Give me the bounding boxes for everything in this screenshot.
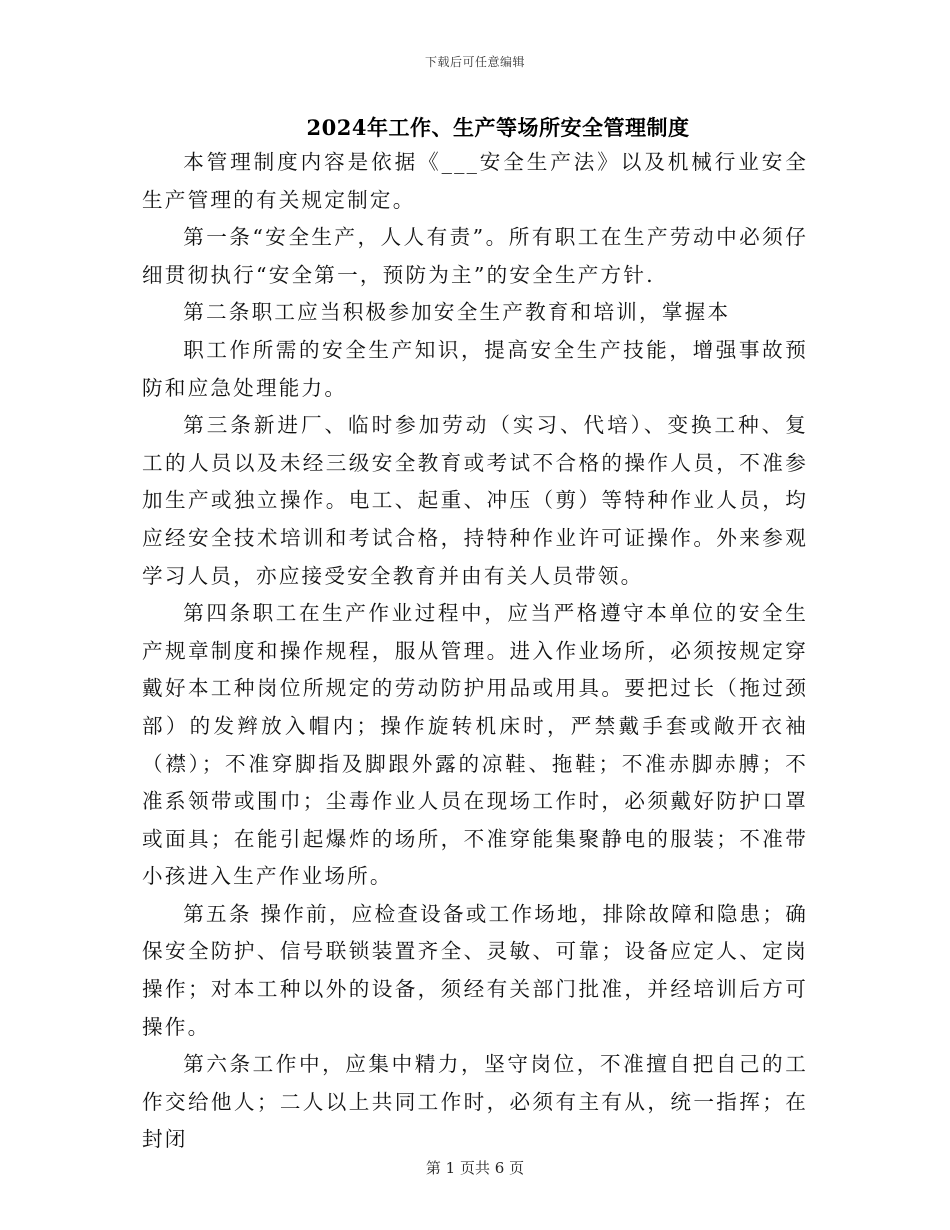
page-number: 第 1 页共 6 页 [425,1159,525,1177]
paragraph-article-1: 第一条“安全生产，人人有责”。所有职工在生产劳动中必须仔细贯彻执行“安全第一，预防为主”的安全生产方针. [142,225,808,287]
paragraph-article-3: 第三条新进厂、临时参加劳动（实习、代培）、变换工种、复工的人员以及未经三级安全教育或考试不合格的操作人员，不准参加生产或独立操作。电工、起重、冲压（剪）等特种作业人员，均应经安全技术培训和考试合格，持特种作业许可证操作。外来参观学习人员，亦应接受安全教育并由有关人员带领。 [142,413,808,588]
document-body [142,144,808,1159]
paragraph-article-2: 第二条职工应当积极参加安全生产教育和培训，掌握本 [183,300,731,325]
paragraph-article-6: 第六条工作中，应集中精力，坚守岗位，不准擅自把自己的工作交给他人；二人以上共同工作时，必须有主有从，统一指挥；在封闭 [142,1052,808,1152]
paragraph-article-5: 第五条 操作前，应检查设备或工作场地，排除故障和隐患；确保安全防护、信号联锁装置齐全、灵敏、可靠；设备应定人、定岗操作；对本工种以外的设备，须经有关部门批准，并经培训后方可操作。 [142,901,808,1039]
paragraph-article-2-continued: 职工作所需的安全生产知识，提高安全生产技能，增强事故预防和应急处理能力。 [142,337,808,400]
paragraph-intro: 本管理制度内容是依据《___安全生产法》以及机械行业安全生产管理的有关规定制定。 [142,150,808,212]
document-title: 2024年工作、生产等场所安全管理制度 [306,115,690,140]
paragraph-article-4: 第四条职工在生产作业过程中，应当严格遵守本单位的安全生产规章制度和操作规程，服从管理。进入作业场所，必须按规定穿戴好本工种岗位所规定的劳动防护用品或用具。要把过长（拖过颈部）的发辫放入帽内；操作旋转机床时，严禁戴手套或敞开衣袖（襟）；不准穿脚指及脚跟外露的凉鞋、拖鞋；不准赤脚赤膊；不准系领带或围巾；尘毒作业人员在现场工作时，必须戴好防护口罩或面具；在能引起爆炸的场所，不准穿能集聚静电的服装；不准带小孩进入生产作业场所。 [142,601,808,889]
header-note: 下载后可任意编辑 [424,55,525,69]
